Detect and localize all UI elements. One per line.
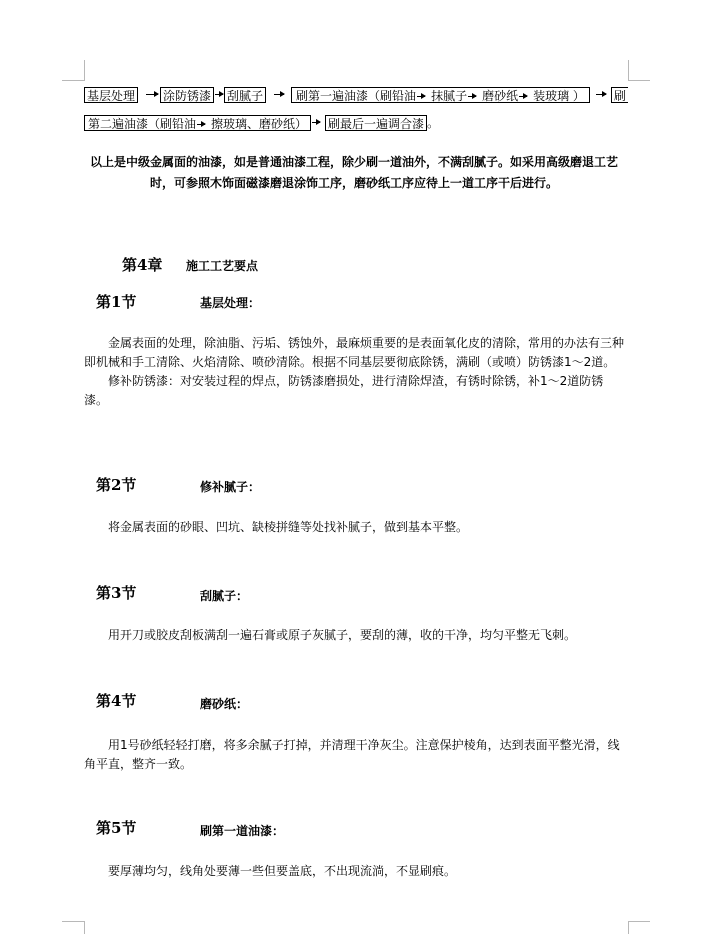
crop-mark bbox=[628, 921, 629, 934]
flow-step-final-coat: 刷最后一遍调合漆 bbox=[325, 115, 427, 131]
arrow-right-icon bbox=[596, 94, 606, 95]
section-title: 刮腻子： bbox=[200, 589, 249, 603]
body-paragraph: 修补防锈漆：对安装过程的焊点，防锈漆磨损处，进行清除焊渣，有锈时除锈，补1～2道防锈漆。 bbox=[84, 374, 604, 407]
crop-mark bbox=[84, 921, 85, 934]
flow-step-second-coat bbox=[84, 115, 311, 131]
section-body bbox=[84, 334, 624, 410]
body-paragraph: 用开刀或胶皮刮板满刮一遍石膏或原子灰腻子，要刮的薄，收的干净，均匀平整无飞刺。 bbox=[108, 628, 577, 642]
crop-mark bbox=[628, 921, 650, 922]
arrow-right-icon bbox=[468, 96, 476, 97]
section-number: 第2节 bbox=[96, 476, 137, 494]
crop-mark bbox=[628, 80, 650, 81]
body-paragraph: 将金属表面的砂眼、凹坑、缺棱拼缝等处找补腻子，做到基本平整。 bbox=[108, 520, 469, 534]
section-body bbox=[84, 862, 624, 881]
flow-first-coat-a: 抹腻子 bbox=[431, 88, 468, 103]
crop-mark bbox=[62, 80, 84, 81]
chapter-number: 第4章 bbox=[122, 256, 163, 274]
flow-first-coat-b: 磨砂纸 bbox=[482, 88, 519, 103]
flow-second-coat-tail: 擦玻璃、磨砂纸） bbox=[211, 116, 308, 131]
arrow-right-icon bbox=[197, 124, 205, 125]
process-flow-row-2 bbox=[84, 113, 439, 132]
body-paragraph: 金属表面的处理，除油脂、污垢、锈蚀外，最麻烦重要的是表面氧化皮的清除，常用的办法有三种即机械和手工清除、火焰清除、喷砂清除。根据不同基层要彻底除锈，满刷（或喷）防锈漆1～2道。 bbox=[84, 336, 625, 369]
arrow-right-icon bbox=[417, 96, 425, 97]
flow-step-first-coat bbox=[291, 87, 590, 103]
crop-mark bbox=[84, 60, 85, 81]
flow-first-coat-head: 刷第一遍油漆（刷铅油 bbox=[296, 88, 417, 103]
section-body bbox=[84, 518, 624, 537]
flow-step-antirust: 涂防锈漆 bbox=[160, 87, 214, 103]
section-title: 刷第一道油漆： bbox=[200, 824, 285, 838]
chapter-title: 施工工艺要点 bbox=[186, 259, 259, 273]
process-flow-row-1 bbox=[84, 85, 628, 104]
arrow-right-icon bbox=[312, 122, 320, 123]
body-paragraph: 用1号砂纸轻轻打磨，将多余腻子打掉，并清理干净灰尘。注意保护棱角，达到表面平整光滑，线角平直，整齐一致。 bbox=[84, 738, 620, 771]
section-title: 修补腻子： bbox=[200, 480, 261, 494]
arrow-right-icon bbox=[215, 94, 223, 95]
section-number: 第4节 bbox=[96, 692, 137, 710]
summary-paragraph: 以上是中级金属面的油漆，如是普通油漆工程，除少刷一道油外，不满刮腻子。如采用高级磨退工艺时，可参照木饰面磁漆磨退涂饰工序，磨砂纸工序应待上一道工序干后进行。 bbox=[89, 155, 618, 190]
section-title: 基层处理： bbox=[200, 296, 261, 310]
section-number: 第5节 bbox=[96, 819, 137, 837]
section-body bbox=[84, 626, 624, 645]
arrow-right-icon bbox=[146, 94, 158, 95]
flow-step-second-coat-start: 刷 bbox=[611, 87, 628, 103]
arrow-right-icon bbox=[274, 94, 284, 95]
flow-end-mark: 。 bbox=[427, 116, 440, 130]
flow-step-base-treatment: 基层处理 bbox=[84, 87, 138, 103]
body-paragraph: 要厚薄均匀，线角处要薄一些但要盖底，不出现流淌，不显刷痕。 bbox=[108, 864, 457, 878]
section-number: 第3节 bbox=[96, 584, 137, 602]
flow-step-putty: 刮腻子 bbox=[224, 87, 266, 103]
section-title: 磨砂纸： bbox=[200, 697, 249, 711]
flow-first-coat-c: 装玻璃 ） bbox=[533, 88, 585, 103]
section-body bbox=[84, 736, 624, 774]
arrow-right-icon bbox=[519, 96, 527, 97]
crop-mark bbox=[62, 921, 84, 922]
crop-mark bbox=[628, 60, 629, 81]
flow-second-coat-head: 第二遍油漆（刷铅油 bbox=[88, 116, 197, 131]
section-number: 第1节 bbox=[96, 293, 137, 311]
